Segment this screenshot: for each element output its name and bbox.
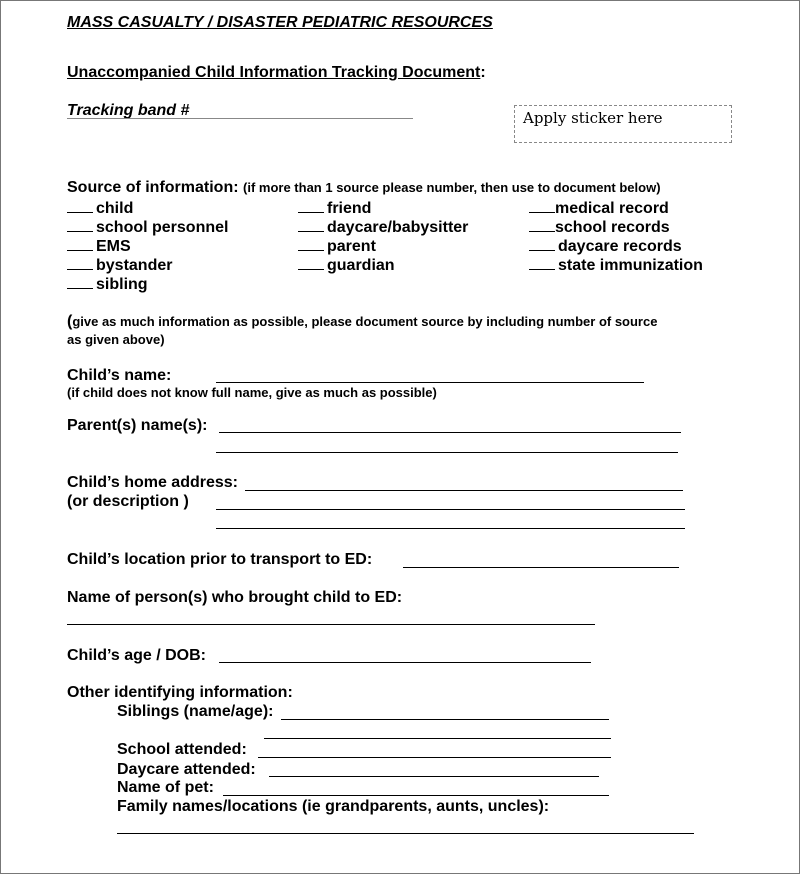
source-item-friend[interactable]: [298, 198, 371, 218]
tracking-band-line[interactable]: [67, 118, 413, 119]
home-address-label: Child’s home address:: [67, 474, 238, 491]
pet-label: Name of pet:: [117, 779, 214, 796]
checkbox-blank[interactable]: [529, 217, 555, 232]
checkbox-blank[interactable]: [298, 236, 324, 251]
parent-names-line-2[interactable]: [216, 452, 678, 453]
source-item-label: friend: [327, 200, 372, 217]
checkbox-blank[interactable]: [529, 198, 555, 213]
source-item-label: medical record: [555, 200, 669, 217]
daycare-line[interactable]: [269, 776, 599, 777]
checkbox-blank[interactable]: [298, 217, 324, 232]
parent-names-label: Parent(s) name(s):: [67, 417, 208, 434]
source-item-label: school records: [555, 219, 670, 236]
tracking-band-label: Tracking band #: [67, 102, 190, 119]
child-name-line[interactable]: [216, 382, 644, 383]
or-description-label: (or description ): [67, 493, 189, 510]
instructions-text: give as much information as possible, please document source by including number of source: [72, 314, 658, 329]
checkbox-blank[interactable]: [298, 255, 324, 270]
parent-names-line-1[interactable]: [219, 432, 681, 433]
source-item-school-records[interactable]: [529, 217, 670, 237]
instructions-line-2: as given above): [67, 332, 165, 347]
source-item-medical-record[interactable]: [529, 198, 669, 218]
checkbox-blank[interactable]: [67, 198, 93, 213]
location-prior-line[interactable]: [403, 567, 679, 568]
document-title: [67, 64, 486, 82]
source-item-ems[interactable]: [67, 236, 131, 256]
other-info-label: Other identifying information:: [67, 684, 293, 701]
family-label: Family names/locations (ie grandparents, aunts, uncles):: [117, 798, 550, 815]
pet-line[interactable]: [223, 795, 609, 796]
child-name-note: (if child does not know full name, give as much as possible): [67, 385, 437, 400]
home-address-line-2[interactable]: [216, 509, 685, 510]
source-item-child[interactable]: [67, 198, 133, 218]
source-item-label: bystander: [96, 257, 173, 274]
siblings-line-2[interactable]: [264, 738, 611, 739]
location-prior-label: Child’s location prior to transport to ED:: [67, 551, 373, 568]
checkbox-blank[interactable]: [67, 255, 93, 270]
document-title-text: Unaccompanied Child Information Tracking Document: [67, 64, 481, 81]
checkbox-blank[interactable]: [529, 236, 555, 251]
brought-by-label: Name of person(s) who brought child to ED:: [67, 589, 403, 606]
family-line[interactable]: [117, 833, 694, 834]
source-item-label: EMS: [96, 238, 131, 255]
brought-by-line[interactable]: [67, 624, 595, 625]
source-item-label: daycare/babysitter: [327, 219, 469, 236]
daycare-label: Daycare attended:: [117, 761, 256, 778]
source-item-parent[interactable]: [298, 236, 376, 256]
checkbox-blank[interactable]: [298, 198, 324, 213]
source-item-label: child: [96, 200, 134, 217]
age-dob-label: Child’s age / DOB:: [67, 647, 206, 664]
source-item-label: school personnel: [96, 219, 229, 236]
source-item-label: parent: [327, 238, 376, 255]
source-note: (if more than 1 source please number, then use to document below): [243, 180, 661, 195]
siblings-line-1[interactable]: [281, 719, 609, 720]
instructions-line-1: [67, 313, 657, 331]
source-item-label: daycare records: [558, 238, 682, 255]
school-line[interactable]: [258, 757, 611, 758]
age-dob-line[interactable]: [219, 662, 591, 663]
source-item-bystander[interactable]: [67, 255, 172, 275]
siblings-label: Siblings (name/age):: [117, 703, 274, 720]
source-item-guardian[interactable]: [298, 255, 395, 275]
source-item-daycare-records[interactable]: [529, 236, 682, 256]
source-item-label: state immunization: [558, 257, 703, 274]
document-title-colon: :: [480, 64, 486, 81]
source-label: Source of information:: [67, 179, 239, 196]
home-address-line-3[interactable]: [216, 528, 685, 529]
source-heading: [67, 179, 661, 197]
source-item-school-personnel[interactable]: [67, 217, 228, 237]
checkbox-blank[interactable]: [529, 255, 555, 270]
checkbox-blank[interactable]: [67, 236, 93, 251]
source-item-daycare-babysitter[interactable]: [298, 217, 468, 237]
document-header: MASS CASUALTY / DISASTER PEDIATRIC RESOURCES: [67, 14, 493, 31]
source-item-sibling[interactable]: [67, 274, 148, 294]
home-address-line-1[interactable]: [245, 490, 683, 491]
sticker-label: Apply sticker here: [523, 109, 663, 127]
source-item-label: guardian: [327, 257, 395, 274]
checkbox-blank[interactable]: [67, 217, 93, 232]
instructions-paren: (: [67, 313, 73, 330]
school-label: School attended:: [117, 741, 247, 758]
source-item-state-immunization[interactable]: [529, 255, 703, 275]
checkbox-blank[interactable]: [67, 274, 93, 289]
child-name-label: Child’s name:: [67, 367, 172, 384]
source-item-label: sibling: [96, 276, 148, 293]
sticker-box: [514, 105, 732, 143]
